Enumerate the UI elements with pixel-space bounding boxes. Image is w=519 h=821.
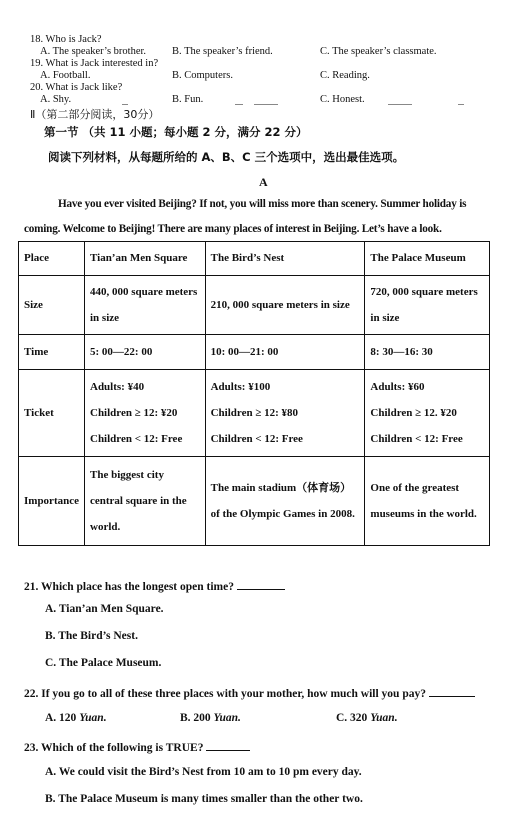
header-palace-museum: The Palace Museum bbox=[365, 242, 490, 276]
importance-birds-nest: The main stadium（体育场）of the Olympic Games in 2008. bbox=[205, 456, 365, 546]
ticket-line: Children < 12: Free bbox=[90, 432, 183, 445]
header-place: Place bbox=[19, 242, 85, 276]
q21-option-b: B. The Bird’s Nest. bbox=[45, 630, 138, 642]
ticket-line: Children ≥ 12. ¥20 bbox=[370, 406, 457, 419]
q22-option-b bbox=[180, 712, 241, 724]
ticket-birds-nest bbox=[205, 370, 365, 456]
table-row-ticket bbox=[19, 370, 490, 456]
yuan-unit: Yuan. bbox=[370, 712, 398, 724]
ticket-line: Children ≥ 12: ¥80 bbox=[210, 406, 299, 419]
importance-tiananmen: The biggest city central square in the world. bbox=[85, 456, 206, 546]
q20-question: 20. What is Jack like? bbox=[30, 82, 123, 93]
q18-option-c: C. The speaker’s classmate. bbox=[320, 46, 437, 57]
passage-line-2: coming. Welcome to Beijing! There are many places of interest in Beijing. Let’s have a look. bbox=[24, 223, 442, 235]
q20-option-a: A. Shy. bbox=[40, 94, 72, 105]
row-label-ticket: Ticket bbox=[19, 370, 85, 456]
q22-stem-text: 22. If you go to all of these three places with your mother, how much will you pay? bbox=[24, 688, 426, 700]
row-label-importance: Importance bbox=[19, 456, 85, 546]
q18-question: 18. Who is Jack? bbox=[30, 34, 102, 45]
header-birds-nest: The Bird’s Nest bbox=[205, 242, 365, 276]
q19-option-b: B. Computers. bbox=[172, 70, 233, 81]
q22-stem bbox=[24, 685, 475, 700]
q22-option-c-num: C. 320 bbox=[336, 712, 368, 724]
q22-option-b-num: B. 200 bbox=[180, 712, 211, 724]
faint-dash bbox=[458, 104, 464, 105]
q19-option-a: A. Football. bbox=[40, 70, 91, 81]
answer-blank bbox=[237, 578, 285, 590]
row-label-size: Size bbox=[19, 275, 85, 334]
q23-stem bbox=[24, 739, 250, 754]
table-header-row bbox=[19, 242, 490, 276]
faint-dash bbox=[254, 104, 278, 105]
q19-option-c: C. Reading. bbox=[320, 70, 370, 81]
table-row-importance bbox=[19, 456, 490, 546]
section1-heading: 第一节 （共 11 小题；每小题 2 分，满分 22 分） bbox=[44, 125, 308, 139]
part2-heading: Ⅱ（第二部分阅读，30分） bbox=[30, 108, 160, 121]
ticket-tiananmen bbox=[85, 370, 206, 456]
ticket-line: Adults: ¥100 bbox=[210, 380, 271, 393]
q21-option-c: C. The Palace Museum. bbox=[45, 657, 162, 669]
q21-stem bbox=[24, 578, 285, 593]
places-table bbox=[18, 241, 490, 546]
faint-dash bbox=[388, 104, 412, 105]
q18-option-b: B. The speaker’s friend. bbox=[172, 46, 273, 57]
q21-option-a: A. Tian’an Men Square. bbox=[45, 603, 164, 615]
q22-option-a-num: A. 120 bbox=[45, 712, 77, 724]
q23-stem-text: 23. Which of the following is TRUE? bbox=[24, 742, 204, 754]
table-row-time bbox=[19, 334, 490, 370]
ticket-line: Children < 12: Free bbox=[370, 432, 463, 445]
ticket-line: Children ≥ 12: ¥20 bbox=[90, 406, 178, 419]
yuan-unit: Yuan. bbox=[213, 712, 241, 724]
row-label-time: Time bbox=[19, 334, 85, 370]
q19-question: 19. What is Jack interested in? bbox=[30, 58, 159, 69]
q20-option-b: B. Fun. bbox=[172, 94, 204, 105]
time-tiananmen: 5: 00—22: 00 bbox=[85, 334, 206, 370]
faint-dash bbox=[235, 104, 243, 105]
ticket-line: Adults: ¥40 bbox=[90, 380, 145, 393]
header-tiananmen: Tian’an Men Square bbox=[85, 242, 206, 276]
size-birds-nest: 210, 000 square meters in size bbox=[205, 275, 365, 334]
passage-line-1: Have you ever visited Beijing? If not, you will miss more than scenery. Summer holiday is bbox=[58, 198, 467, 210]
passage-label: A bbox=[259, 175, 268, 189]
q18-option-a: A. The speaker’s brother. bbox=[40, 46, 147, 57]
importance-palace-museum: One of the greatest museums in the world. bbox=[365, 456, 490, 546]
q23-option-a: A. We could visit the Bird’s Nest from 10 am to 10 pm every day. bbox=[45, 766, 362, 778]
answer-blank bbox=[206, 739, 250, 751]
time-palace-museum: 8: 30—16: 30 bbox=[365, 334, 490, 370]
ticket-line: Adults: ¥60 bbox=[370, 380, 425, 393]
q21-stem-text: 21. Which place has the longest open time? bbox=[24, 581, 234, 593]
size-tiananmen: 440, 000 square meters in size bbox=[85, 275, 206, 334]
size-palace-museum: 720, 000 square meters in size bbox=[365, 275, 490, 334]
table-row-size bbox=[19, 275, 490, 334]
ticket-palace-museum bbox=[365, 370, 490, 456]
time-birds-nest: 10: 00—21: 00 bbox=[205, 334, 365, 370]
yuan-unit: Yuan. bbox=[79, 712, 107, 724]
reading-instruction: 阅读下列材料，从每题所给的 A、B、C 三个选项中，选出最佳选项。 bbox=[48, 150, 405, 164]
ticket-line: Children < 12: Free bbox=[210, 432, 303, 445]
q22-option-a bbox=[45, 712, 107, 724]
faint-dash bbox=[122, 104, 128, 105]
answer-blank bbox=[429, 685, 475, 697]
q23-option-b: B. The Palace Museum is many times smaller than the other two. bbox=[45, 793, 363, 805]
q20-option-c: C. Honest. bbox=[320, 94, 365, 105]
q22-option-c bbox=[336, 712, 398, 724]
